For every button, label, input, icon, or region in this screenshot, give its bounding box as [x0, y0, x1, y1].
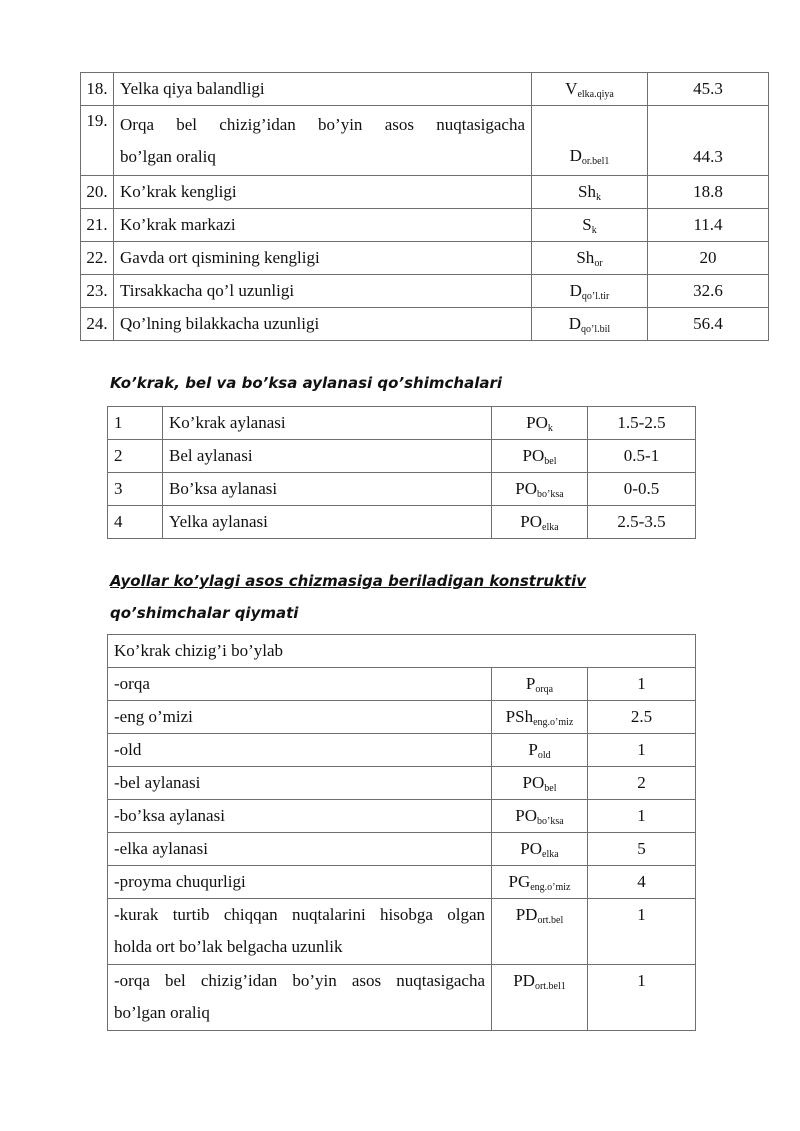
measurement-value: 32.6 — [648, 275, 769, 308]
constructive-heading-line1: Ayollar ko’ylagi asos chizmasiga beriladigan konstruktiv — [110, 572, 587, 590]
item-name: -elka aylanasi — [108, 833, 492, 866]
table-row — [108, 899, 696, 965]
item-value: 1 — [588, 965, 696, 1031]
allowance-value: 0.5-1 — [588, 440, 696, 473]
measurement-value: 18.8 — [648, 176, 769, 209]
table-row — [108, 734, 696, 767]
item-name: -kurak turtib chiqqan nuqtalarini hisobga olgan holda ort bo’lak belgacha uzunlik — [108, 899, 492, 965]
table-row — [108, 866, 696, 899]
item-name: -orqa bel chizig’idan bo’yin asos nuqtasigacha bo’lgan oraliq — [108, 965, 492, 1031]
allowance-value: 0-0.5 — [588, 473, 696, 506]
item-symbol: $PG_{eng.o’miz}$ — [492, 866, 588, 899]
item-name: -eng o’mizi — [108, 701, 492, 734]
table-header-row — [108, 635, 696, 668]
item-value: 1 — [588, 800, 696, 833]
allowance-symbol: $PO_k$ — [492, 407, 588, 440]
table-row — [81, 242, 769, 275]
table-row — [108, 833, 696, 866]
table-row — [108, 668, 696, 701]
table-row — [108, 506, 696, 539]
item-name: -old — [108, 734, 492, 767]
table-row — [108, 473, 696, 506]
allowance-name: Bel aylanasi — [163, 440, 492, 473]
allowances-table — [107, 406, 696, 539]
measurement-value: 44.3 — [648, 106, 769, 176]
row-number: 2 — [108, 440, 163, 473]
row-number: 21. — [81, 209, 114, 242]
item-value: 1 — [588, 899, 696, 965]
item-name: -proyma chuqurligi — [108, 866, 492, 899]
measurement-symbol: $S_k$ — [532, 209, 648, 242]
measurement-symbol: $Sh_k$ — [532, 176, 648, 209]
allowance-symbol: $PO_{elka}$ — [492, 506, 588, 539]
table-row — [81, 176, 769, 209]
row-number: 24. — [81, 308, 114, 341]
item-value: 4 — [588, 866, 696, 899]
measurement-name: Yelka qiya balandligi — [114, 73, 532, 106]
measurement-name: Tirsakkacha qo’l uzunligi — [114, 275, 532, 308]
measurement-value: 11.4 — [648, 209, 769, 242]
table-row — [108, 407, 696, 440]
table-row — [108, 701, 696, 734]
table-row — [108, 800, 696, 833]
measurement-value: 45.3 — [648, 73, 769, 106]
item-symbol: $PO_{elka}$ — [492, 833, 588, 866]
measurement-name: Gavda ort qismining kengligi — [114, 242, 532, 275]
table-row — [81, 106, 769, 176]
item-value: 2.5 — [588, 701, 696, 734]
item-symbol: $PO_{bo’ksa}$ — [492, 800, 588, 833]
item-value: 2 — [588, 767, 696, 800]
table-row — [81, 73, 769, 106]
table-row — [108, 440, 696, 473]
item-value: 1 — [588, 734, 696, 767]
measurement-name: Orqa bel chizig’idan bo’yin asos nuqtasigacha bo’lgan oraliq — [114, 106, 532, 176]
table-header: Ko’krak chizig’i bo’ylab — [108, 635, 696, 668]
measurement-name: Ko’krak kengligi — [114, 176, 532, 209]
table-row — [81, 308, 769, 341]
item-symbol: PSh$_{eng.o’miz}$ — [492, 701, 588, 734]
constructive-heading-line2: qo’shimchalar qiymati — [110, 604, 299, 622]
measurement-value: 20 — [648, 242, 769, 275]
constructive-table — [107, 634, 696, 1031]
item-symbol: $PO_{bel}$ — [492, 767, 588, 800]
measurement-symbol: $D_{qo’l.bil}$ — [532, 308, 648, 341]
item-value: 1 — [588, 668, 696, 701]
measurement-symbol: $D_{qo’l.tir}$ — [532, 275, 648, 308]
item-name: -bo’ksa aylanasi — [108, 800, 492, 833]
item-symbol: $P_{orqa}$ — [492, 668, 588, 701]
allowance-symbol: $PO_{bel}$ — [492, 440, 588, 473]
row-number: 23. — [81, 275, 114, 308]
table-row — [81, 275, 769, 308]
allowance-name: Ko’krak aylanasi — [163, 407, 492, 440]
allowance-name: Yelka aylanasi — [163, 506, 492, 539]
item-symbol: $PD_{ort.bel}$ — [492, 899, 588, 965]
row-number: 22. — [81, 242, 114, 275]
row-number: 19. — [81, 106, 114, 176]
row-number: 20. — [81, 176, 114, 209]
measurement-value: 56.4 — [648, 308, 769, 341]
table-row — [81, 209, 769, 242]
allowance-name: Bo’ksa aylanasi — [163, 473, 492, 506]
item-symbol: $P_{old}$ — [492, 734, 588, 767]
measurement-symbol: $D_{or.bel1}$ — [532, 106, 648, 176]
allowance-value: 2.5-3.5 — [588, 506, 696, 539]
row-number: 3 — [108, 473, 163, 506]
measurement-symbol: $V_{elka.qiya}$ — [532, 73, 648, 106]
row-number: 4 — [108, 506, 163, 539]
item-value: 5 — [588, 833, 696, 866]
measurement-symbol: $Sh_{or}$ — [532, 242, 648, 275]
measurements-table — [80, 72, 769, 341]
allowance-value: 1.5-2.5 — [588, 407, 696, 440]
table-row — [108, 767, 696, 800]
table-row — [108, 965, 696, 1031]
row-number: 1 — [108, 407, 163, 440]
item-symbol: $PD_{ort.bel1}$ — [492, 965, 588, 1031]
row-number: 18. — [81, 73, 114, 106]
measurement-name: Qo’lning bilakkacha uzunligi — [114, 308, 532, 341]
measurement-name: Ko’krak markazi — [114, 209, 532, 242]
item-name: -bel aylanasi — [108, 767, 492, 800]
item-name: -orqa — [108, 668, 492, 701]
allowances-heading: Ko’krak, bel va bo’ksa aylanasi qo’shimchalari — [110, 374, 502, 392]
allowance-symbol: $PO_{bo’ksa}$ — [492, 473, 588, 506]
